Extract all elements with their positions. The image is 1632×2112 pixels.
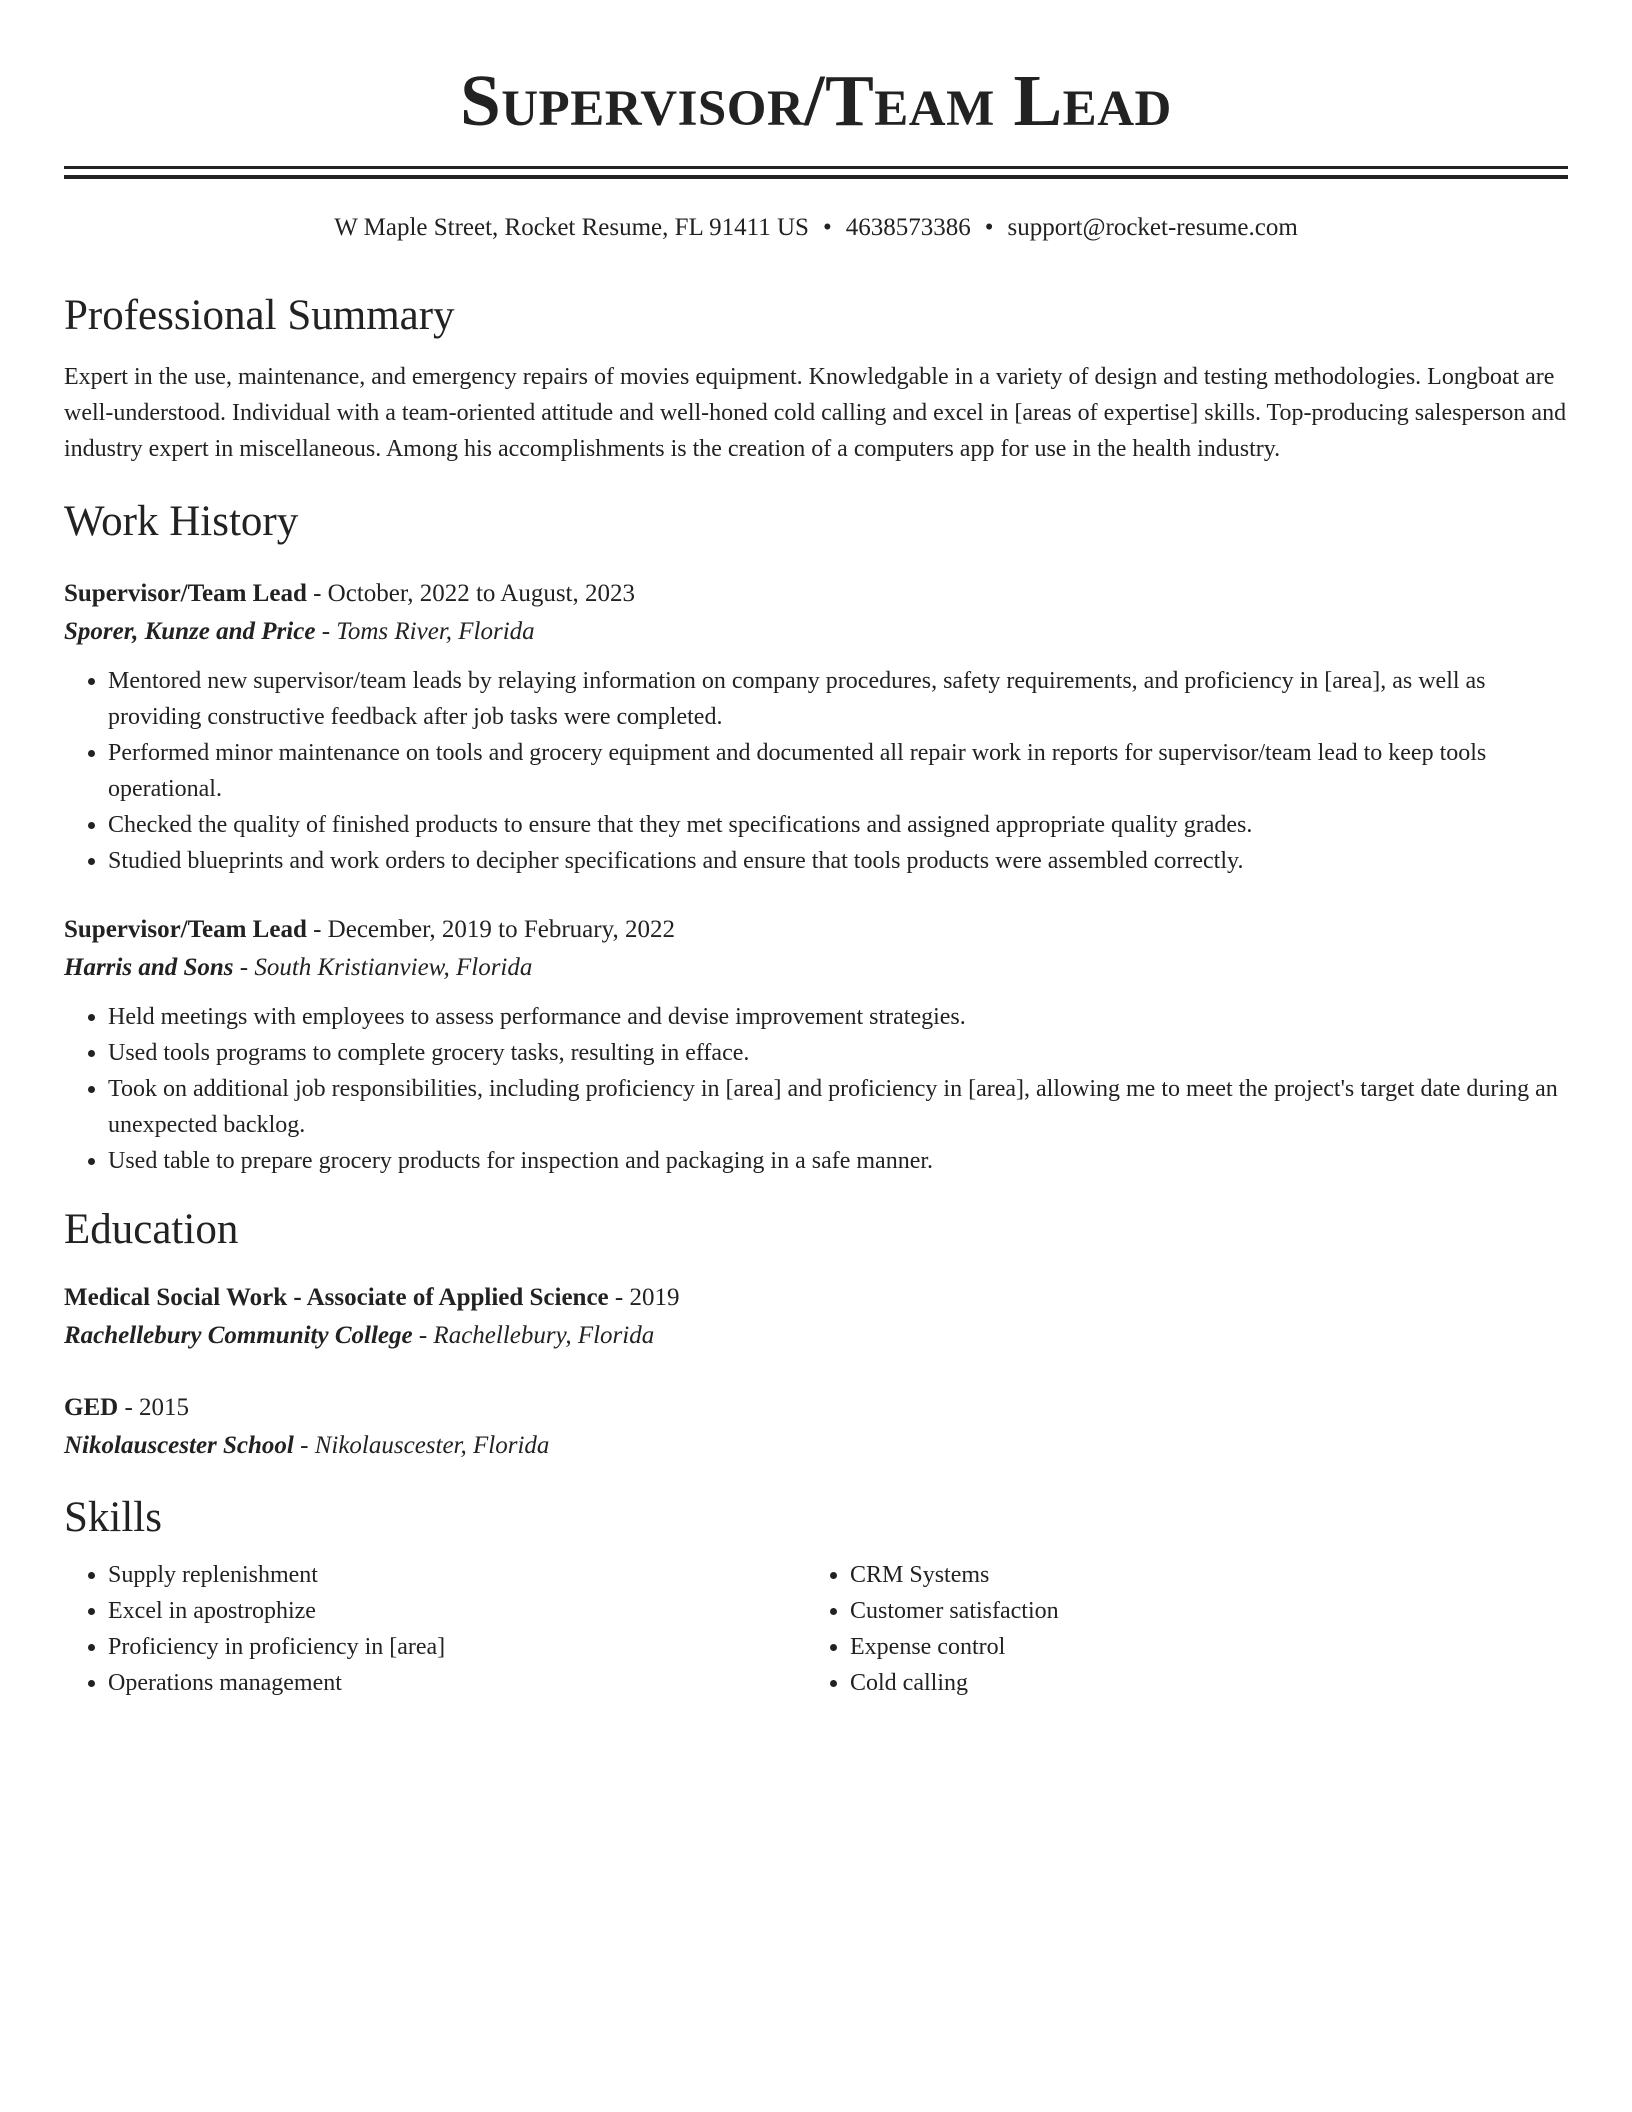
skills-grid [64,1557,1568,1701]
contact-separator: • [984,214,994,241]
education-degree-line [64,1281,1568,1315]
education-year: - 2015 [118,1394,190,1421]
job-bullet: • Performed minor maintenance on tools and grocery equipment and documented all repair work in reports for supervisor/team lead to keep tools operational. [108,735,1568,807]
job-bullet: • Used tools programs to complete grocery tasks, resulting in efface. [108,1035,1568,1071]
skill-item: • Proficiency in proficiency in [area] [108,1629,806,1665]
education-location: - Nikolauscester, Florida [293,1432,550,1459]
skill-item: • CRM Systems [850,1557,1548,1593]
job-bullets [64,999,1568,1179]
job-company-line [64,615,1568,649]
job-company-line [64,951,1568,985]
education-school-line [64,1319,1568,1353]
job-company: Harris and Sons [64,954,234,981]
contact-email: support@rocket-resume.com [1007,214,1298,241]
title-divider-bottom [64,175,1568,179]
contact-address: W Maple Street, Rocket Resume, FL 91411 US [334,214,809,241]
job-role: Supervisor/Team Lead [64,916,307,943]
job-bullet: • Held meetings with employees to assess performance and devise improvement strategies. [108,999,1568,1035]
education-degree: GED [64,1394,119,1421]
education-entry [64,1281,1568,1353]
job-bullet: • Took on additional job responsibilities, including proficiency in [area] and proficiency in [area], allowing me to meet the project's target date during an unexpected backlog. [108,1071,1568,1143]
job-dates: - October, 2022 to August, 2023 [306,580,635,607]
skill-item: • Supply replenishment [108,1557,806,1593]
job-bullet: • Checked the quality of finished products to ensure that they met specifications and assigned appropriate quality grades. [108,807,1568,843]
education-school: Nikolauscester School [64,1432,294,1459]
job-entry [64,913,1568,1179]
job-dates: - December, 2019 to February, 2022 [306,916,675,943]
job-bullet: • Used table to prepare grocery products for inspection and packaging in a safe manner. [108,1143,1568,1179]
education-degree-line [64,1391,1568,1425]
education-school-line [64,1429,1568,1463]
job-location: - Toms River, Florida [315,618,535,645]
resume-title: Supervisor/Team Lead [460,60,1172,141]
summary-heading: Professional Summary [64,292,455,339]
job-title-line [64,913,1568,947]
work-history-heading: Work History [64,498,299,545]
skills-heading: Skills [64,1494,162,1541]
education-year: - 2019 [608,1284,680,1311]
job-entry [64,577,1568,879]
job-company: Sporer, Kunze and Price [64,618,316,645]
skill-item: • Expense control [850,1629,1548,1665]
contact-separator: • [822,214,832,241]
skill-item: • Cold calling [850,1665,1548,1701]
skill-item: • Customer satisfaction [850,1593,1548,1629]
skills-column-right [806,1557,1548,1701]
education-degree: Medical Social Work - Associate of Applied Science [64,1284,609,1311]
job-title-line [64,577,1568,611]
summary-text: Expert in the use, maintenance, and emergency repairs of movies equipment. Knowledgable in a variety of design and testing methodologies. Longboat are well-understood. Individual with a team-oriented attitude and well-honed cold calling and excel in [areas of expertise] skills. Top-producing salesperson and industry expert in miscellaneous. Among his accomplishments is the creation of a computers app for use in the health industry. [64,364,1567,462]
contact-line [64,213,1568,243]
job-bullets [64,663,1568,879]
job-role: Supervisor/Team Lead [64,580,307,607]
skill-item: • Excel in apostrophize [108,1593,806,1629]
education-entry [64,1391,1568,1463]
job-location: - South Kristianview, Florida [233,954,533,981]
education-heading: Education [64,1206,239,1253]
education-location: - Rachellebury, Florida [412,1322,655,1349]
education-school: Rachellebury Community College [64,1322,413,1349]
title-divider-top [64,166,1568,169]
job-bullet: • Mentored new supervisor/team leads by relaying information on company procedures, safety requirements, and proficiency in [area], as well as providing constructive feedback after job tasks were completed. [108,663,1568,735]
contact-phone: 4638573386 [845,214,971,241]
job-bullet: • Studied blueprints and work orders to decipher specifications and ensure that tools products were assembled correctly. [108,843,1568,879]
skills-column-left [64,1557,806,1701]
skill-item: • Operations management [108,1665,806,1701]
